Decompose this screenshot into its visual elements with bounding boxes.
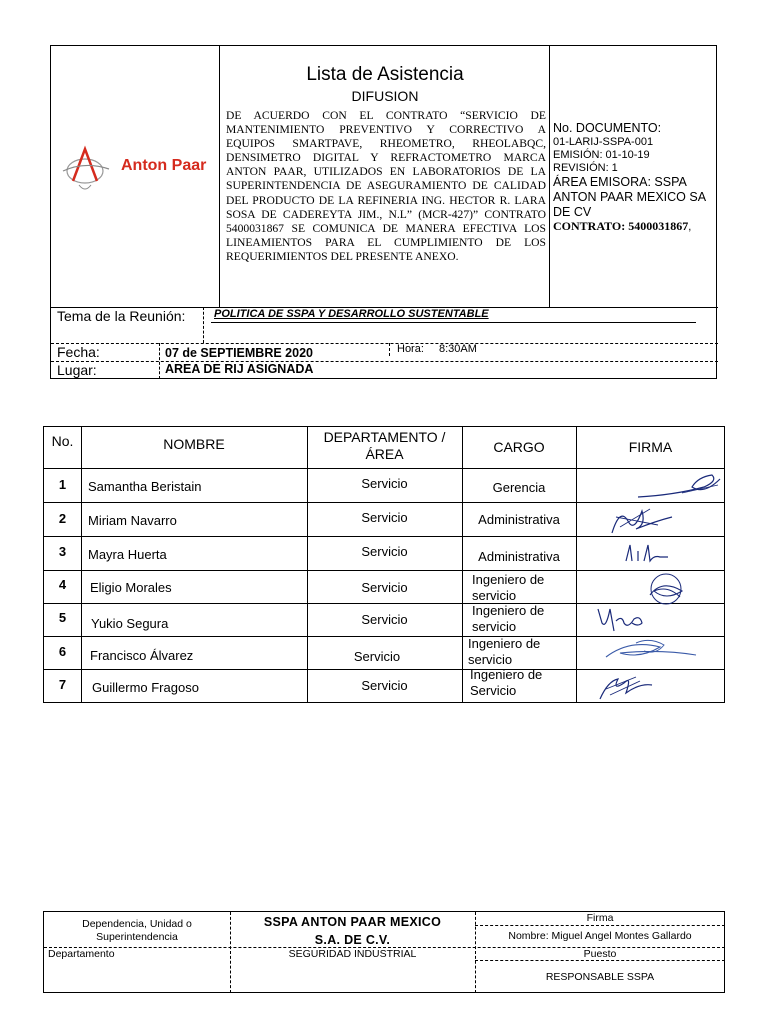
- lugar-label: Lugar:: [57, 362, 97, 378]
- company-logo: [59, 141, 219, 201]
- logo-wordmark: Anton Paar: [121, 157, 207, 174]
- row-number: 5: [58, 610, 67, 625]
- divider: [219, 46, 220, 307]
- doc-emision: EMISIÓN: 01-10-19: [553, 149, 650, 161]
- fecha-value: 07 de SEPTIEMBRE 2020: [165, 346, 313, 360]
- puesto-label: Puesto: [583, 948, 617, 960]
- divider: [51, 361, 718, 362]
- signature-image: [634, 471, 724, 503]
- signature-image: [596, 669, 656, 701]
- col-header-nombre: NOMBRE: [163, 436, 225, 452]
- signer-name: Nombre: Miguel Angel Montes Gallardo: [508, 930, 692, 942]
- row-number: 7: [58, 677, 67, 692]
- row-nombre: Francisco Álvarez: [90, 648, 194, 663]
- row-nombre: Eligio Morales: [90, 580, 172, 595]
- dependencia-label: Dependencia, Unidad o Superintendencia: [82, 918, 192, 943]
- tema-value: POLITICA DE SSPA Y DESARROLLO SUSTENTABLE: [214, 308, 489, 320]
- document-info: [553, 121, 718, 234]
- firma-label: Firma: [586, 912, 614, 924]
- page-title: Lista de Asistencia: [306, 64, 464, 85]
- row-depto: Servicio: [361, 476, 408, 491]
- divider: [203, 307, 204, 343]
- doc-revision: REVISIÓN: 1: [553, 162, 618, 174]
- signature-image: [600, 633, 700, 667]
- row-cargo: Ingeniero de servicio: [472, 603, 545, 634]
- row-depto: Servicio: [353, 649, 401, 664]
- doc-number: 01-LARIJ-SSPA-001: [553, 136, 654, 148]
- row-nombre: Yukio Segura: [91, 616, 169, 631]
- signature-image: [606, 503, 676, 537]
- row-number: 3: [58, 544, 67, 559]
- row-depto: Servicio: [361, 678, 408, 693]
- document-header: [50, 45, 717, 379]
- doc-label: No. DOCUMENTO:: [553, 121, 662, 135]
- hora-value: 8:30AM: [439, 343, 477, 355]
- fecha-label: Fecha:: [57, 344, 100, 360]
- divider: [51, 343, 718, 344]
- signature-image: [592, 605, 652, 635]
- lugar-value: AREA DE RIJ ASIGNADA: [165, 362, 314, 376]
- footer-signature-box: [43, 911, 725, 993]
- col-header-firma: FIRMA: [628, 439, 673, 455]
- row-number: 1: [58, 477, 67, 492]
- row-depto: Servicio: [361, 544, 408, 559]
- departamento-value: SEGURIDAD INDUSTRIAL: [288, 948, 417, 960]
- anton-paar-logo-icon: [59, 141, 119, 201]
- doc-area-emisora: ÁREA EMISORA: SSPA ANTON PAAR MEXICO SA DE CV: [553, 175, 706, 219]
- page-subtitle: DIFUSION: [351, 88, 419, 104]
- row-cargo: Ingeniero de servicio: [472, 572, 545, 603]
- signature-image: [632, 571, 692, 607]
- col-header-cargo: CARGO: [493, 439, 545, 455]
- row-nombre: Miriam Navarro: [88, 513, 177, 528]
- underline: [211, 322, 696, 323]
- row-nombre: Samantha Beristain: [88, 479, 202, 494]
- hora-label: Hora:: [397, 343, 424, 355]
- col-header-no: No.: [51, 433, 74, 449]
- contract-description: DE ACUERDO CON EL CONTRATO “SERVICIO DE MANTENIMIENTO PREVENTIVO Y CORRECTIVO A EQUIPOS SMARTPAVE, RHEOMETRO, RHEOLABQC, DENSIMETRO DIGITAL Y REFRACTOMETRO MARCA ANTON PAAR, UTILIZADOS EN LABORATORIOS DE LA SUPERINTENDENCIA DE ASEGURAMIENTO DE CALIDAD DEL PRODUCTO DE LA REFINERIA ING. HECTOR R. LARA SOSA DE CADEREYTA JIM., N.L” (MCR-427)” CONTRATO 5400031867 SE COMUNICA DE MANERA EFECTIVA LOS LINEAMIENTOS PARA EL CUMPLIMIENTO DE LOS REQUERIMIENTOS DEL PRESENTE ANEXO.: [226, 109, 546, 263]
- row-cargo: Ingeniero de servicio: [468, 636, 541, 667]
- puesto-value: RESPONSABLE SSPA: [545, 971, 655, 983]
- row-nombre: Mayra Huerta: [88, 547, 167, 562]
- divider: [549, 46, 550, 307]
- tema-label: Tema de la Reunión:: [57, 308, 186, 324]
- col-header-departamento: DEPARTAMENTO / ÁREA: [323, 429, 446, 462]
- row-cargo: Gerencia: [492, 480, 546, 495]
- row-nombre: Guillermo Fragoso: [92, 680, 199, 695]
- row-depto: Servicio: [361, 580, 408, 595]
- divider: [389, 343, 390, 356]
- row-depto: Servicio: [361, 612, 408, 627]
- row-cargo: Administrativa: [478, 549, 560, 564]
- row-cargo: Administrativa: [478, 512, 560, 527]
- row-cargo: Ingeniero de Servicio: [470, 667, 543, 698]
- doc-contrato: CONTRATO: 5400031867: [553, 219, 689, 233]
- row-number: 4: [58, 577, 67, 592]
- departamento-label: Departamento: [48, 948, 115, 960]
- divider: [159, 343, 160, 379]
- company-name-line1: SSPA ANTON PAAR MEXICO: [263, 915, 442, 929]
- row-number: 2: [58, 511, 67, 526]
- row-depto: Servicio: [361, 510, 408, 525]
- row-number: 6: [58, 644, 67, 659]
- signature-image: [620, 541, 670, 567]
- company-name-line2: S.A. DE C.V.: [314, 933, 391, 947]
- attendance-table: [43, 426, 725, 703]
- doc-contrato-suffix: ,: [688, 221, 692, 233]
